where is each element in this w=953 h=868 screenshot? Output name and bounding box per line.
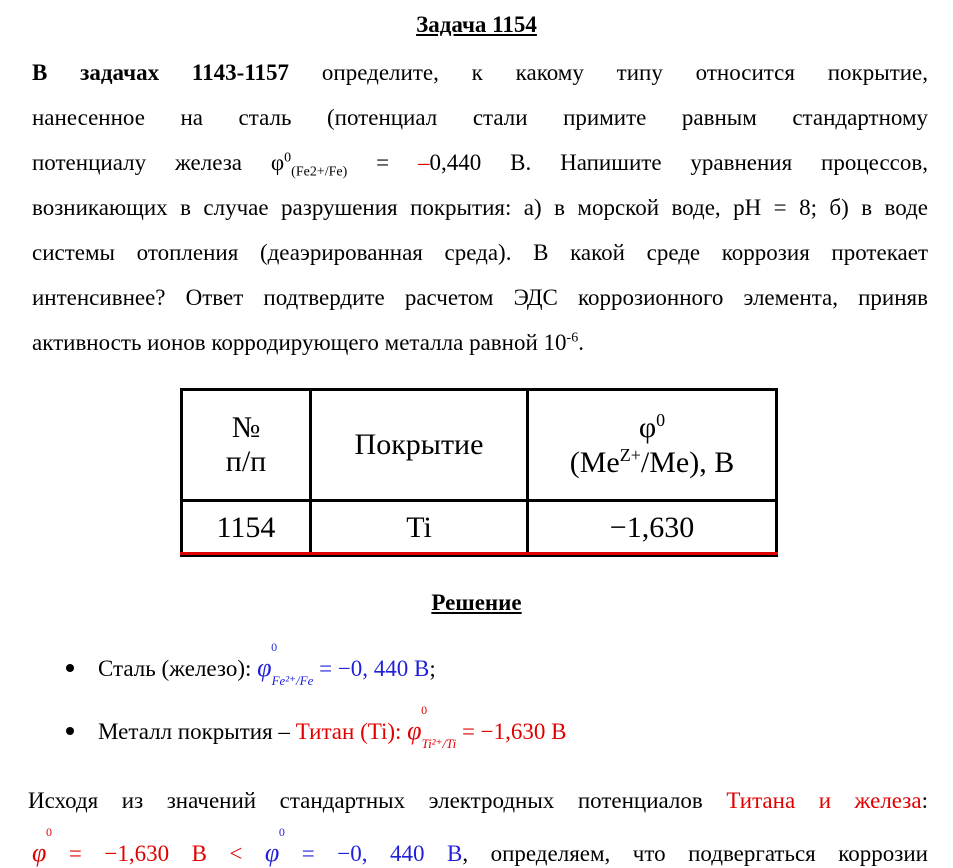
problem-line-5: системы отопления (деаэрированная среда). В какой среде коррозия протекает xyxy=(32,240,928,265)
fe-value: = −0, 440 В xyxy=(279,841,463,866)
solution-heading: Решение xyxy=(431,590,522,615)
table-bottom-red-line xyxy=(180,552,778,555)
problem-line-6: интенсивнее? Ответ подтвердите расчетом ЭДС коррозионного элемента, приняв xyxy=(32,285,928,310)
conclusion-line-1 xyxy=(28,788,928,814)
problem-line-3-b: 0,440 В. Напишите уравнения процессов, xyxy=(429,150,928,175)
phi-symbol xyxy=(32,825,52,867)
phi-symbol xyxy=(264,825,285,867)
phi-sup: 0 xyxy=(278,825,285,839)
bullet-steel xyxy=(98,640,436,688)
phi-sub: Ti²⁺/Ti xyxy=(421,736,457,751)
problem-line-7 xyxy=(32,330,928,356)
phi-sup: 0 xyxy=(421,703,428,717)
bullet-coating-label: Металл покрытия – xyxy=(98,719,296,744)
problem-line-3 xyxy=(32,150,928,181)
header-phi: φ xyxy=(638,411,657,444)
problem-line-1-text: определите, к какому типу относится покрытие, xyxy=(321,60,929,85)
fe-comparison xyxy=(264,825,463,867)
header-me-b: /Me), В xyxy=(640,446,735,479)
titanium-formula xyxy=(295,703,567,751)
cell-coating: Ti xyxy=(311,501,528,556)
table-row xyxy=(182,501,777,556)
steel-potential-value: = −0, 440 В xyxy=(313,656,430,681)
problem-line-4: возникающих в случае разрушения покрытия: а) в морской воде, pH = 8; б) в воде xyxy=(32,195,928,220)
header-phi-sup: 0 xyxy=(656,410,666,430)
header-potential xyxy=(528,390,777,501)
header-number-sign: № xyxy=(231,411,261,444)
phi-subscript: (Fe2+/Fe) xyxy=(291,164,348,180)
phi-letter: φ xyxy=(257,653,272,682)
titanium-name: Титан (Ti): xyxy=(295,719,408,744)
phi-letter: φ xyxy=(32,838,47,867)
problem-line-1 xyxy=(32,60,928,86)
ti-comparison xyxy=(32,825,265,867)
bullet-steel-label: Сталь (железо): xyxy=(98,656,258,681)
phi-symbol xyxy=(407,703,428,745)
ti-value: = −1,630 В < xyxy=(46,841,265,866)
bullet-coating xyxy=(98,703,567,751)
minus-sign: – xyxy=(418,150,430,175)
phi-sub: Fe²⁺/Fe xyxy=(271,673,314,688)
phi-sup: 0 xyxy=(46,825,52,839)
conclusion-text-a: Исходя из значений стандартных электродных потенциалов xyxy=(28,788,727,813)
problem-line-3-a: потенциалу железа φ xyxy=(32,150,285,175)
exponent: -6 xyxy=(566,330,579,346)
problem-line-2: нанесенное на сталь (потенциал стали примите равным стандартному xyxy=(32,105,928,130)
phi-symbol xyxy=(257,640,278,682)
header-number-abbr: п/п xyxy=(225,445,267,478)
period: . xyxy=(578,330,584,355)
steel-potential-formula xyxy=(257,640,430,688)
phi-superscript: 0 xyxy=(284,150,292,166)
problem-title: Задача 1154 xyxy=(416,12,537,37)
colon: : xyxy=(921,788,928,813)
phi-sup: 0 xyxy=(271,640,278,654)
potential-table xyxy=(180,388,778,557)
phi-letter: φ xyxy=(407,716,422,745)
header-coating: Покрытие xyxy=(311,390,528,501)
conclusion-metals: Титана и железа xyxy=(726,788,922,813)
problem-range-bold: В задачах 1143-1157 xyxy=(32,60,290,85)
problem-line-7-a: активность ионов корродирующего металла равной 10 xyxy=(32,330,567,355)
equals-sign: = xyxy=(347,150,419,175)
header-me-a: (Me xyxy=(569,446,620,479)
conclusion-line-2 xyxy=(32,825,928,868)
header-number xyxy=(182,390,311,501)
phi-letter: φ xyxy=(264,838,280,867)
header-charge: Z+ xyxy=(619,445,641,465)
semicolon: ; xyxy=(429,656,436,681)
titanium-potential-value: = −1,630 В xyxy=(456,719,567,744)
table-header-row xyxy=(182,390,777,501)
conclusion-text-b: , определяем, что подвергаться коррозии xyxy=(462,841,928,866)
cell-potential: −1,630 xyxy=(528,501,777,556)
cell-number: 1154 xyxy=(182,501,311,556)
